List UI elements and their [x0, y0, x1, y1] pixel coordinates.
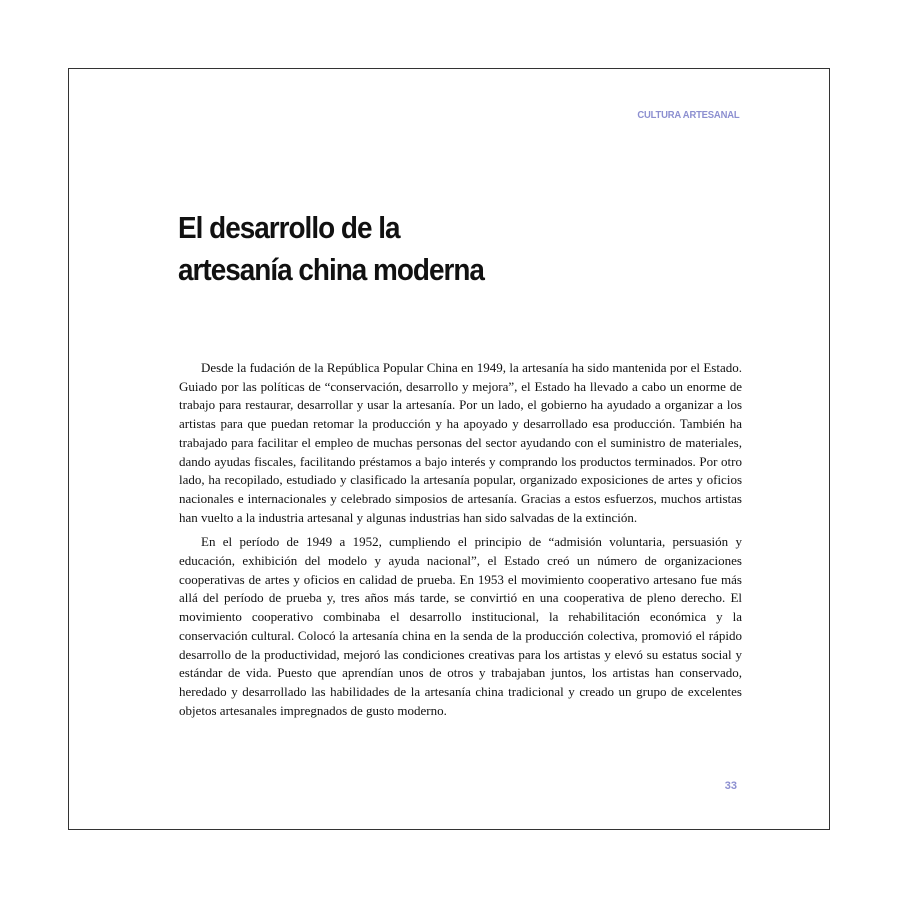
article-title-line-1: El desarrollo de la: [178, 210, 400, 245]
article-title: [178, 207, 484, 291]
article-title-line-2: artesanía china moderna: [178, 252, 484, 287]
article-body: [179, 359, 742, 726]
body-paragraph-1: Desde la fudación de la República Popular China en 1949, la artesanía ha sido mantenida por el Estado. Guiado por las políticas de “conservación, desarrollo y mejora”, el Estado ha llevado a cabo un enorme de trabajo para restaurar, desarrollar y usar la artesanía. Por un lado, el gobierno ha ayudado a organizar a los artistas para que puedan retomar la producción y ha apoyado y desarrollado esa producción. También ha trabajado para facilitar el empleo de muchas personas del sector ayudando con el suministro de materiales, dando ayudas fiscales, facilitando préstamos a bajo interés y comprando los productos terminados. Por otro lado, ha recopilado, estudiado y clasificado la artesanía popular, organizado exposiciones de artes y oficios nacionales e internacionales y celebrado simposios de artesanía. Gracias a estos esfuerzos, muchos artistas han vuelto a la industria artesanal y algunas industrias han sido salvadas de la extinción.: [179, 360, 742, 525]
section-header: CULTURA ARTESANAL: [636, 109, 739, 121]
body-paragraph-2: En el período de 1949 a 1952, cumpliendo el principio de “admisión voluntaria, persuasión y educación, exhibición del modelo y ayuda nacional”, el Estado creó un número de organizaciones cooperativas de artes y oficios en calidad de prueba. En 1953 el movimiento cooperativo artesano fue más allá del período de prueba y, tres años más tarde, se convirtió en una cooperativa de pleno derecho. El movimiento cooperativo combinaba el desarrollo institucional, la rehabilitación económica y la conservación cultural. Colocó la artesanía china en la senda de la producción colectiva, promovió el rápido desarrollo de la productividad, mejoró las condiciones creativas para los artistas y elevó su estatus social y estándar de vida. Puesto que aprendían unos de otros y trabajaban juntos, los artistas han conservado, heredado y desarrollado las habilidades de la artesanía china tradicional y creado un grupo de excelentes objetos artesanales impregnados de gusto moderno.: [179, 534, 742, 718]
page-number: 33: [724, 780, 737, 792]
book-page: [68, 68, 830, 830]
